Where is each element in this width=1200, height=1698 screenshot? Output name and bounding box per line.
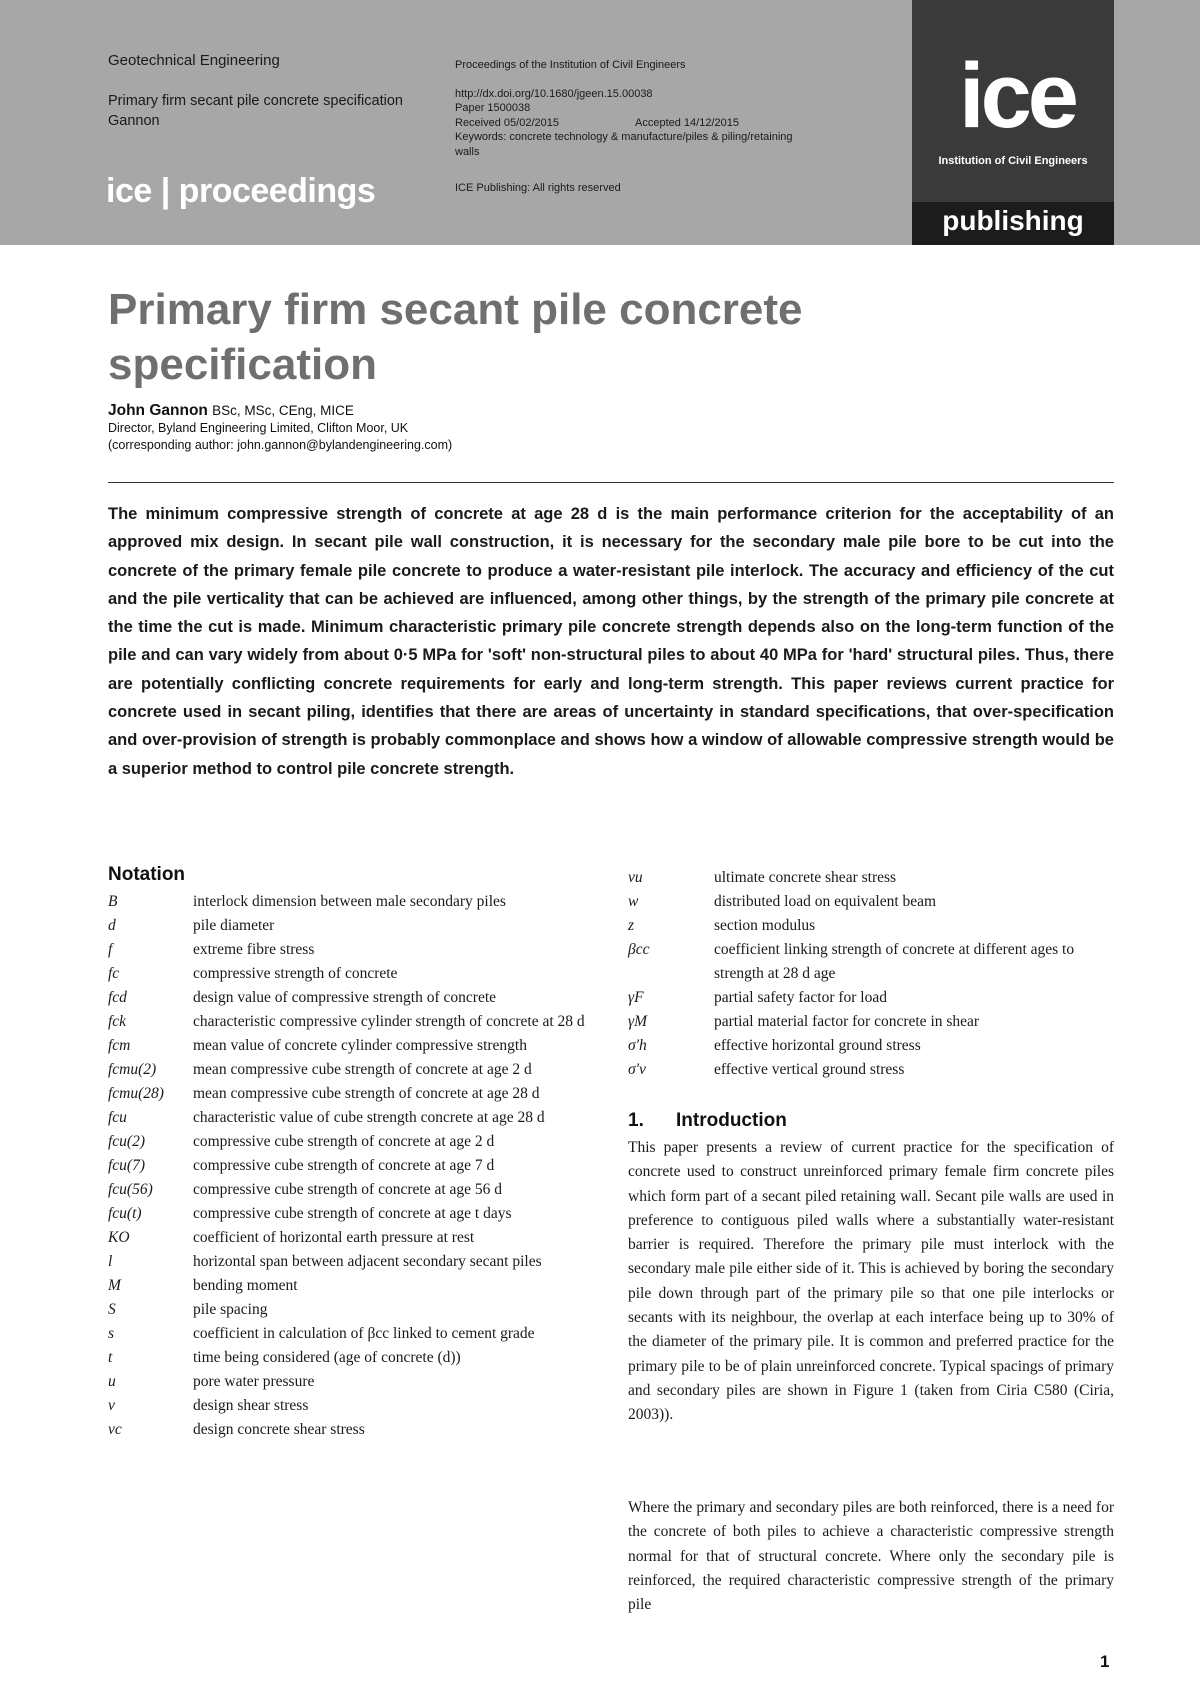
introduction-heading <box>628 1110 787 1132</box>
accepted-date: Accepted 14/12/2015 <box>635 116 739 129</box>
notation-symbol: w <box>628 893 639 910</box>
author-name: John Gannon <box>108 402 208 419</box>
page-number: 1 <box>1100 1652 1110 1671</box>
notation-symbol: t <box>108 1349 113 1366</box>
notation-row <box>628 914 1118 938</box>
section-title: Introduction <box>676 1110 787 1131</box>
ice-proceedings-brand: ice | proceedings <box>106 172 376 210</box>
notation-description: extreme fibre stress <box>193 941 315 958</box>
notation-symbol: f <box>108 941 113 958</box>
notation-row <box>108 1154 588 1178</box>
notation-list-left <box>108 890 588 1442</box>
notation-row <box>108 1394 588 1418</box>
notation-row <box>108 1178 588 1202</box>
notation-symbol: vu <box>628 869 643 886</box>
notation-symbol: s <box>108 1325 115 1342</box>
notation-symbol: fcmu(2) <box>108 1061 157 1078</box>
notation-row <box>108 890 588 914</box>
notation-description: pile diameter <box>193 917 275 934</box>
notation-row <box>108 1298 588 1322</box>
article-title: Primary firm secant pile concrete specification <box>108 285 803 389</box>
logo-ice-text: ice <box>959 45 1075 147</box>
notation-row <box>628 986 1118 1010</box>
notation-description: characteristic compressive cylinder strength of concrete at 28 d <box>193 1013 585 1030</box>
author-affiliation: Director, Byland Engineering Limited, Clifton Moor, UK <box>108 421 409 435</box>
notation-symbol: fc <box>108 965 120 982</box>
notation-row <box>628 1034 1118 1058</box>
notation-description: bending moment <box>193 1277 298 1294</box>
notation-description: mean value of concrete cylinder compressive strength <box>193 1037 527 1054</box>
dates-row <box>455 116 795 131</box>
notation-row <box>108 1226 588 1250</box>
paper-number: Paper 1500038 <box>455 102 531 114</box>
notation-symbol: βcc <box>628 941 650 958</box>
notation-description: interlock dimension between male secondary piles <box>193 893 506 910</box>
notation-symbol: γM <box>628 1013 648 1030</box>
notation-row <box>628 938 1118 986</box>
section-number: 1. <box>628 1110 644 1131</box>
logo-publishing-text: publishing <box>942 205 1084 236</box>
notation-symbol: z <box>628 917 635 934</box>
notation-description: design value of compressive strength of concrete <box>193 989 497 1006</box>
notation-row <box>108 1202 588 1226</box>
notation-row <box>108 1010 588 1034</box>
notation-row <box>108 962 588 986</box>
notation-description: design concrete shear stress <box>193 1421 365 1438</box>
rights-statement: ICE Publishing: All rights reserved <box>455 182 621 194</box>
notation-row <box>108 1106 588 1130</box>
notation-description: time being considered (age of concrete (d)) <box>193 1349 461 1366</box>
notation-symbol: M <box>108 1277 121 1294</box>
notation-row <box>628 1058 1118 1082</box>
notation-description: compressive cube strength of concrete at age 2 d <box>193 1133 495 1150</box>
notation-symbol: fcm <box>108 1037 131 1054</box>
notation-row <box>108 914 588 938</box>
notation-description: effective horizontal ground stress <box>714 1037 921 1054</box>
header-left <box>108 52 438 131</box>
abstract: The minimum compressive strength of concrete at age 28 d is the main performance criterion for the acceptability of an approved mix design. In secant pile wall construction, it is necessary for the secondary male pile bore to be cut into the concrete of the primary female pile concrete to produce a water-resistant pile interlock. The accuracy and efficiency of the cut and the pile verticality that can be achieved are influenced, among other things, by the strength of the primary pile concrete at the time the cut is made. Minimum characteristic primary pile concrete strength depends also on the long-term function of the pile and can vary widely from about 0·5 MPa for 'soft' non-structural piles to about 40 MPa for 'hard' structural piles. Thus, there are potentially conflicting concrete requirements for early and long-term strength. This paper reviews current practice for concrete used in secant piling, identifies that there are areas of uncertainty in standard specifications, that over-specification and over-provision of strength is probably commonplace and shows how a window of allowable compressive strength would be a superior method to control pile concrete strength. <box>108 505 1114 778</box>
notation-row <box>628 890 1118 914</box>
notation-description: coefficient in calculation of βcc linked to cement grade <box>193 1325 535 1342</box>
notation-symbol: fcu <box>108 1109 127 1126</box>
notation-symbol: KO <box>108 1229 130 1246</box>
notation-symbol: γF <box>628 989 644 1006</box>
notation-row <box>108 1322 588 1346</box>
notation-row <box>108 1274 588 1298</box>
notation-row <box>108 1250 588 1274</box>
notation-symbol: fcu(2) <box>108 1133 146 1150</box>
notation-row <box>628 866 1118 890</box>
header-divider <box>108 482 1114 483</box>
notation-list-right <box>628 866 1118 1082</box>
notation-description: mean compressive cube strength of concrete at age 2 d <box>193 1061 532 1078</box>
notation-description: characteristic value of cube strength concrete at age 28 d <box>193 1109 545 1126</box>
notation-symbol: vc <box>108 1421 122 1438</box>
running-title: Primary firm secant pile concrete specification <box>108 93 403 109</box>
ice-publishing-logo <box>912 0 1114 245</box>
notation-description: partial safety factor for load <box>714 989 887 1006</box>
intro-paragraph-2: Where the primary and secondary piles are both reinforced, there is a need for the concrete of both piles to achieve a characteristic compressive strength normal for that of structural concrete. Where only the secondary pile is reinforced, the required characteristic compressive strength of the primary pile <box>628 1499 1114 1614</box>
logo-institution-text: Institution of Civil Engineers <box>938 155 1088 167</box>
notation-description: compressive strength of concrete <box>193 965 398 982</box>
notation-heading: Notation <box>108 864 186 885</box>
notation-description: design shear stress <box>193 1397 309 1414</box>
journal-name: Geotechnical Engineering <box>108 52 280 69</box>
notation-description: pore water pressure <box>193 1373 315 1390</box>
received-date: Received 05/02/2015 <box>455 116 559 129</box>
notation-description: section modulus <box>714 917 816 934</box>
notation-description: coefficient of horizontal earth pressure at rest <box>193 1229 475 1246</box>
notation-description: pile spacing <box>193 1301 268 1318</box>
notation-row <box>108 1058 588 1082</box>
notation-symbol: B <box>108 893 118 910</box>
notation-row <box>108 1034 588 1058</box>
author-contact: (corresponding author: john.gannon@bylandengineering.com) <box>108 438 453 452</box>
notation-symbol: l <box>108 1253 113 1270</box>
notation-symbol: fcd <box>108 989 127 1006</box>
notation-row <box>108 986 588 1010</box>
notation-symbol: d <box>108 917 116 934</box>
notation-symbol: v <box>108 1397 115 1414</box>
notation-description: mean compressive cube strength of concrete at age 28 d <box>193 1085 540 1102</box>
notation-symbol: fcu(7) <box>108 1157 146 1174</box>
notation-row <box>108 1370 588 1394</box>
notation-symbol: fcu(56) <box>108 1181 153 1198</box>
author-line <box>108 402 1008 420</box>
notation-description: coefficient linking strength of concrete at different ages to strength at 28 d age <box>714 941 1075 982</box>
notation-symbol: fcmu(28) <box>108 1085 164 1102</box>
proceedings-label: Proceedings of the Institution of Civil Engineers <box>455 59 686 71</box>
notation-description: compressive cube strength of concrete at age t days <box>193 1205 512 1222</box>
notation-row <box>108 1082 588 1106</box>
intro-paragraph-1: This paper presents a review of current practice for the specification of concrete used to construct unreinforced primary female firm concrete piles which form part of a secant piled retaining wall. Secant pile walls are used in preference to contiguous piled walls where a substantially water-resistant barrier is required. Therefore the primary pile must interlock with the secondary male pile either side of it. This is achieved by boring the secondary pile down through part of the primary pile so that one pile interlocks or secants with its neighbour, the overlap at each interface being up to 30% of the diameter of the primary pile. It is common and preferred practice for the primary pile to be of plain unreinforced concrete. Typical spacings of primary and secondary piles are shown in Figure 1 (taken from Ciria C580 (Ciria, 2003)). <box>628 1139 1114 1424</box>
notation-symbol: S <box>108 1301 116 1318</box>
notation-row <box>108 1418 588 1442</box>
notation-description: effective vertical ground stress <box>714 1061 905 1078</box>
notation-description: distributed load on equivalent beam <box>714 893 937 910</box>
notation-symbol: fck <box>108 1013 127 1030</box>
notation-row <box>108 1130 588 1154</box>
notation-symbol: u <box>108 1373 116 1390</box>
notation-row <box>628 1010 1118 1034</box>
notation-row <box>108 938 588 962</box>
notation-description: compressive cube strength of concrete at age 56 d <box>193 1181 503 1198</box>
notation-symbol: σ'v <box>628 1061 646 1078</box>
keywords: Keywords: concrete technology & manufacture/piles & piling/retaining walls <box>455 131 793 158</box>
running-author: Gannon <box>108 113 160 129</box>
notation-description: ultimate concrete shear stress <box>714 869 897 886</box>
author-block <box>108 402 1008 454</box>
notation-row <box>108 1346 588 1370</box>
notation-description: compressive cube strength of concrete at age 7 d <box>193 1157 495 1174</box>
doi-link[interactable]: http://dx.doi.org/10.1680/jgeen.15.00038 <box>455 87 653 100</box>
notation-symbol: fcu(t) <box>108 1205 142 1222</box>
header-metadata <box>455 58 795 196</box>
notation-description: horizontal span between adjacent secondary secant piles <box>193 1253 542 1270</box>
author-credentials: BSc, MSc, CEng, MICE <box>212 403 354 418</box>
notation-description: partial material factor for concrete in shear <box>714 1013 980 1030</box>
notation-symbol: σ'h <box>628 1037 647 1054</box>
